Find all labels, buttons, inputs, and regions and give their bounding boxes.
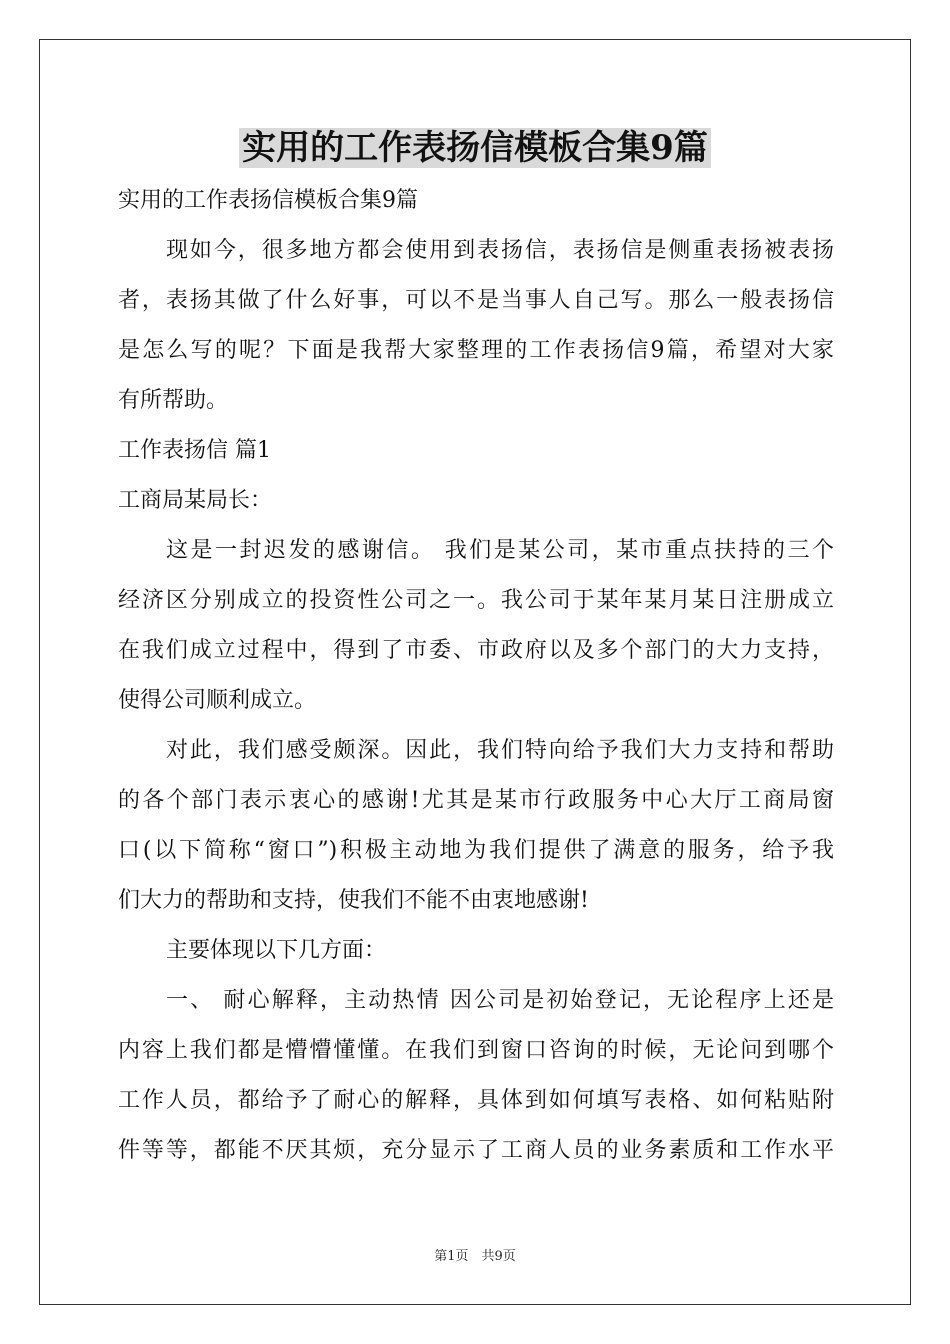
paragraph-line: 者，表扬其做了什么好事，可以不是当事人自己写。那么一般表扬信	[118, 288, 834, 313]
paragraph-line: 口(以下简称“窗口”)积极主动地为我们提供了满意的服务，给予我	[118, 838, 834, 863]
paragraph-line: 一、 耐心解释，主动热情 因公司是初始登记，无论程序上还是	[166, 988, 834, 1013]
paragraph-line: 的各个部门表示衷心的感谢!尤其是某市行政服务中心大厅工商局窗	[118, 788, 834, 813]
paragraph-line: 在我们成立过程中，得到了市委、市政府以及多个部门的大力支持，	[118, 638, 834, 663]
subtitle-line: 实用的工作表扬信模板合集9篇	[118, 188, 418, 213]
paragraph-line: 主要体现以下几方面：	[166, 938, 387, 963]
paragraph-line: 是怎么写的呢？下面是我帮大家整理的工作表扬信9篇，希望对大家	[118, 338, 834, 363]
paragraph-line: 使得公司顺利成立。	[118, 688, 317, 713]
document-title	[0, 126, 950, 170]
paragraph-line: 经济区分别成立的投资性公司之一。我公司于某年某月某日注册成立	[118, 588, 834, 613]
document-title-text: 实用的工作表扬信模板合集9篇	[239, 128, 711, 168]
paragraph-line: 件等等，都能不厌其烦，充分显示了工商人员的业务素质和工作水平	[118, 1138, 834, 1163]
paragraph-line: 对此，我们感受颇深。因此，我们特向给予我们大力支持和帮助	[166, 738, 834, 763]
paragraph-line: 有所帮助。	[118, 388, 229, 413]
page-number-label: 第1页 共9页	[434, 1249, 516, 1264]
paragraph-line: 现如今，很多地方都会使用到表扬信，表扬信是侧重表扬被表扬	[166, 238, 834, 263]
paragraph-line: 们大力的帮助和支持，使我们不能不由衷地感谢!	[118, 888, 589, 913]
paragraph-line: 这是一封迟发的感谢信。 我们是某公司，某市重点扶持的三个	[166, 538, 834, 563]
paragraph-line: 工作人员，都给予了耐心的解释，具体到如何填写表格、如何粘贴附	[118, 1088, 834, 1113]
section-heading: 工作表扬信 篇1	[118, 438, 271, 463]
salutation-line: 工商局某局长：	[118, 488, 273, 513]
page-footer	[0, 1247, 950, 1267]
document-body	[118, 176, 834, 1176]
paragraph-line: 内容上我们都是懵懵懂懂。在我们到窗口咨询的时候，无论问到哪个	[118, 1038, 834, 1063]
